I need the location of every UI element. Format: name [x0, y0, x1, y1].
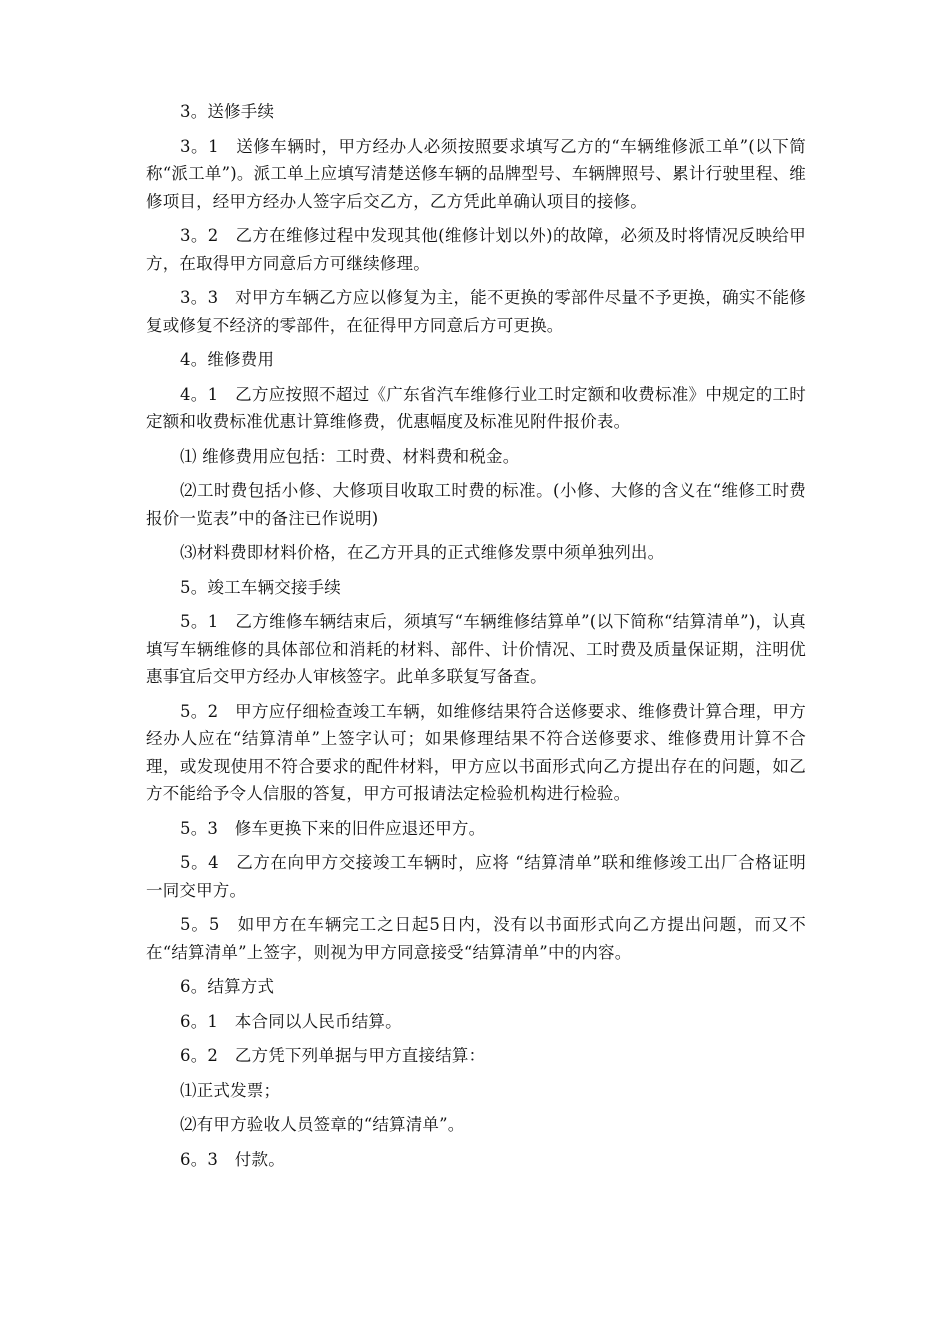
- clause-4-1-item-1: ⑴ 维修费用应包括：工时费、材料费和税金。: [180, 446, 520, 466]
- clause-6-1: 6。1 本合同以人民币结算。: [180, 1011, 402, 1031]
- clause-4-1-item-2: ⑵工时费包括小修、大修项目收取工时费的标准。(小修、大修的含义在“维修工时费报价一览表”中的备注已作说明): [146, 481, 806, 528]
- clause-6-2-item-1: ⑴正式发票；: [180, 1080, 281, 1100]
- clause-5-1: 5。1 乙方维修车辆结束后，须填写“车辆维修结算单”(以下简称“结算清单”)，认真填写车辆维修的具体部位和消耗的材料、部件、计价情况、工时费及质量保证期，注明优惠事宜后交甲方经办人审核签字。此单多联复写备查。: [146, 612, 806, 686]
- clause-6-2-item-2: ⑵有甲方验收人员签章的“结算清单”。: [180, 1115, 465, 1134]
- section-heading-4: 4。维修费用: [180, 350, 275, 369]
- clause-3-1: 3。1 送修车辆时，甲方经办人必须按照要求填写乙方的“车辆维修派工单”(以下简称“派工单”)。派工单上应填写清楚送修车辆的品牌型号、车辆牌照号、累计行驶里程、维修项目，经甲方经办人签字后交乙方，乙方凭此单确认项目的接修。: [146, 136, 806, 211]
- clause-6-3: 6。3 付款。: [180, 1149, 285, 1169]
- clause-4-1: 4。1 乙方应按照不超过《广东省汽车维修行业工时定额和收费标准》中规定的工时定额和收费标准优惠计算维修费，优惠幅度及标准见附件报价表。: [146, 384, 806, 431]
- clause-5-5: 5。5 如甲方在车辆完工之日起5日内，没有以书面形式向乙方提出问题，而又不在“结算清单”上签字，则视为甲方同意接受“结算清单”中的内容。: [146, 915, 806, 962]
- clause-6-2: 6。2 乙方凭下列单据与甲方直接结算：: [180, 1046, 486, 1065]
- clause-3-2: 3。2 乙方在维修过程中发现其他(维修计划以外)的故障，必须及时将情况反映给甲方，在取得甲方同意后方可继续修理。: [146, 226, 806, 273]
- clause-3-3: 3。3 对甲方车辆乙方应以修复为主，能不更换的零部件尽量不予更换，确实不能修复或修复不经济的零部件，在征得甲方同意后方可更换。: [146, 288, 806, 335]
- document-body: [146, 98, 806, 1180]
- section-heading-3: 3。送修手续: [180, 102, 275, 121]
- section-heading-5: 5。竣工车辆交接手续: [180, 577, 341, 597]
- section-heading-6: 6。结算方式: [180, 977, 275, 996]
- clause-5-3: 5。3 修车更换下来的旧件应退还甲方。: [180, 818, 486, 838]
- clause-4-1-item-3: ⑶材料费即材料价格，在乙方开具的正式维修发票中须单独列出。: [180, 543, 665, 562]
- clause-5-4: 5。4 乙方在向甲方交接竣工车辆时，应将 “结算清单”联和维修竣工出厂合格证明一同交甲方。: [146, 853, 806, 900]
- clause-5-2: 5。2 甲方应仔细检查竣工车辆，如维修结果符合送修要求、维修费计算合理，甲方经办人应在“结算清单”上签字认可；如果修理结果不符合送修要求、维修费用计算不合理，或发现使用不符合要求的配件材料，甲方应以书面形式向乙方提出存在的问题，如乙方不能给予令人信服的答复，甲方可报请法定检验机构进行检验。: [146, 701, 806, 803]
